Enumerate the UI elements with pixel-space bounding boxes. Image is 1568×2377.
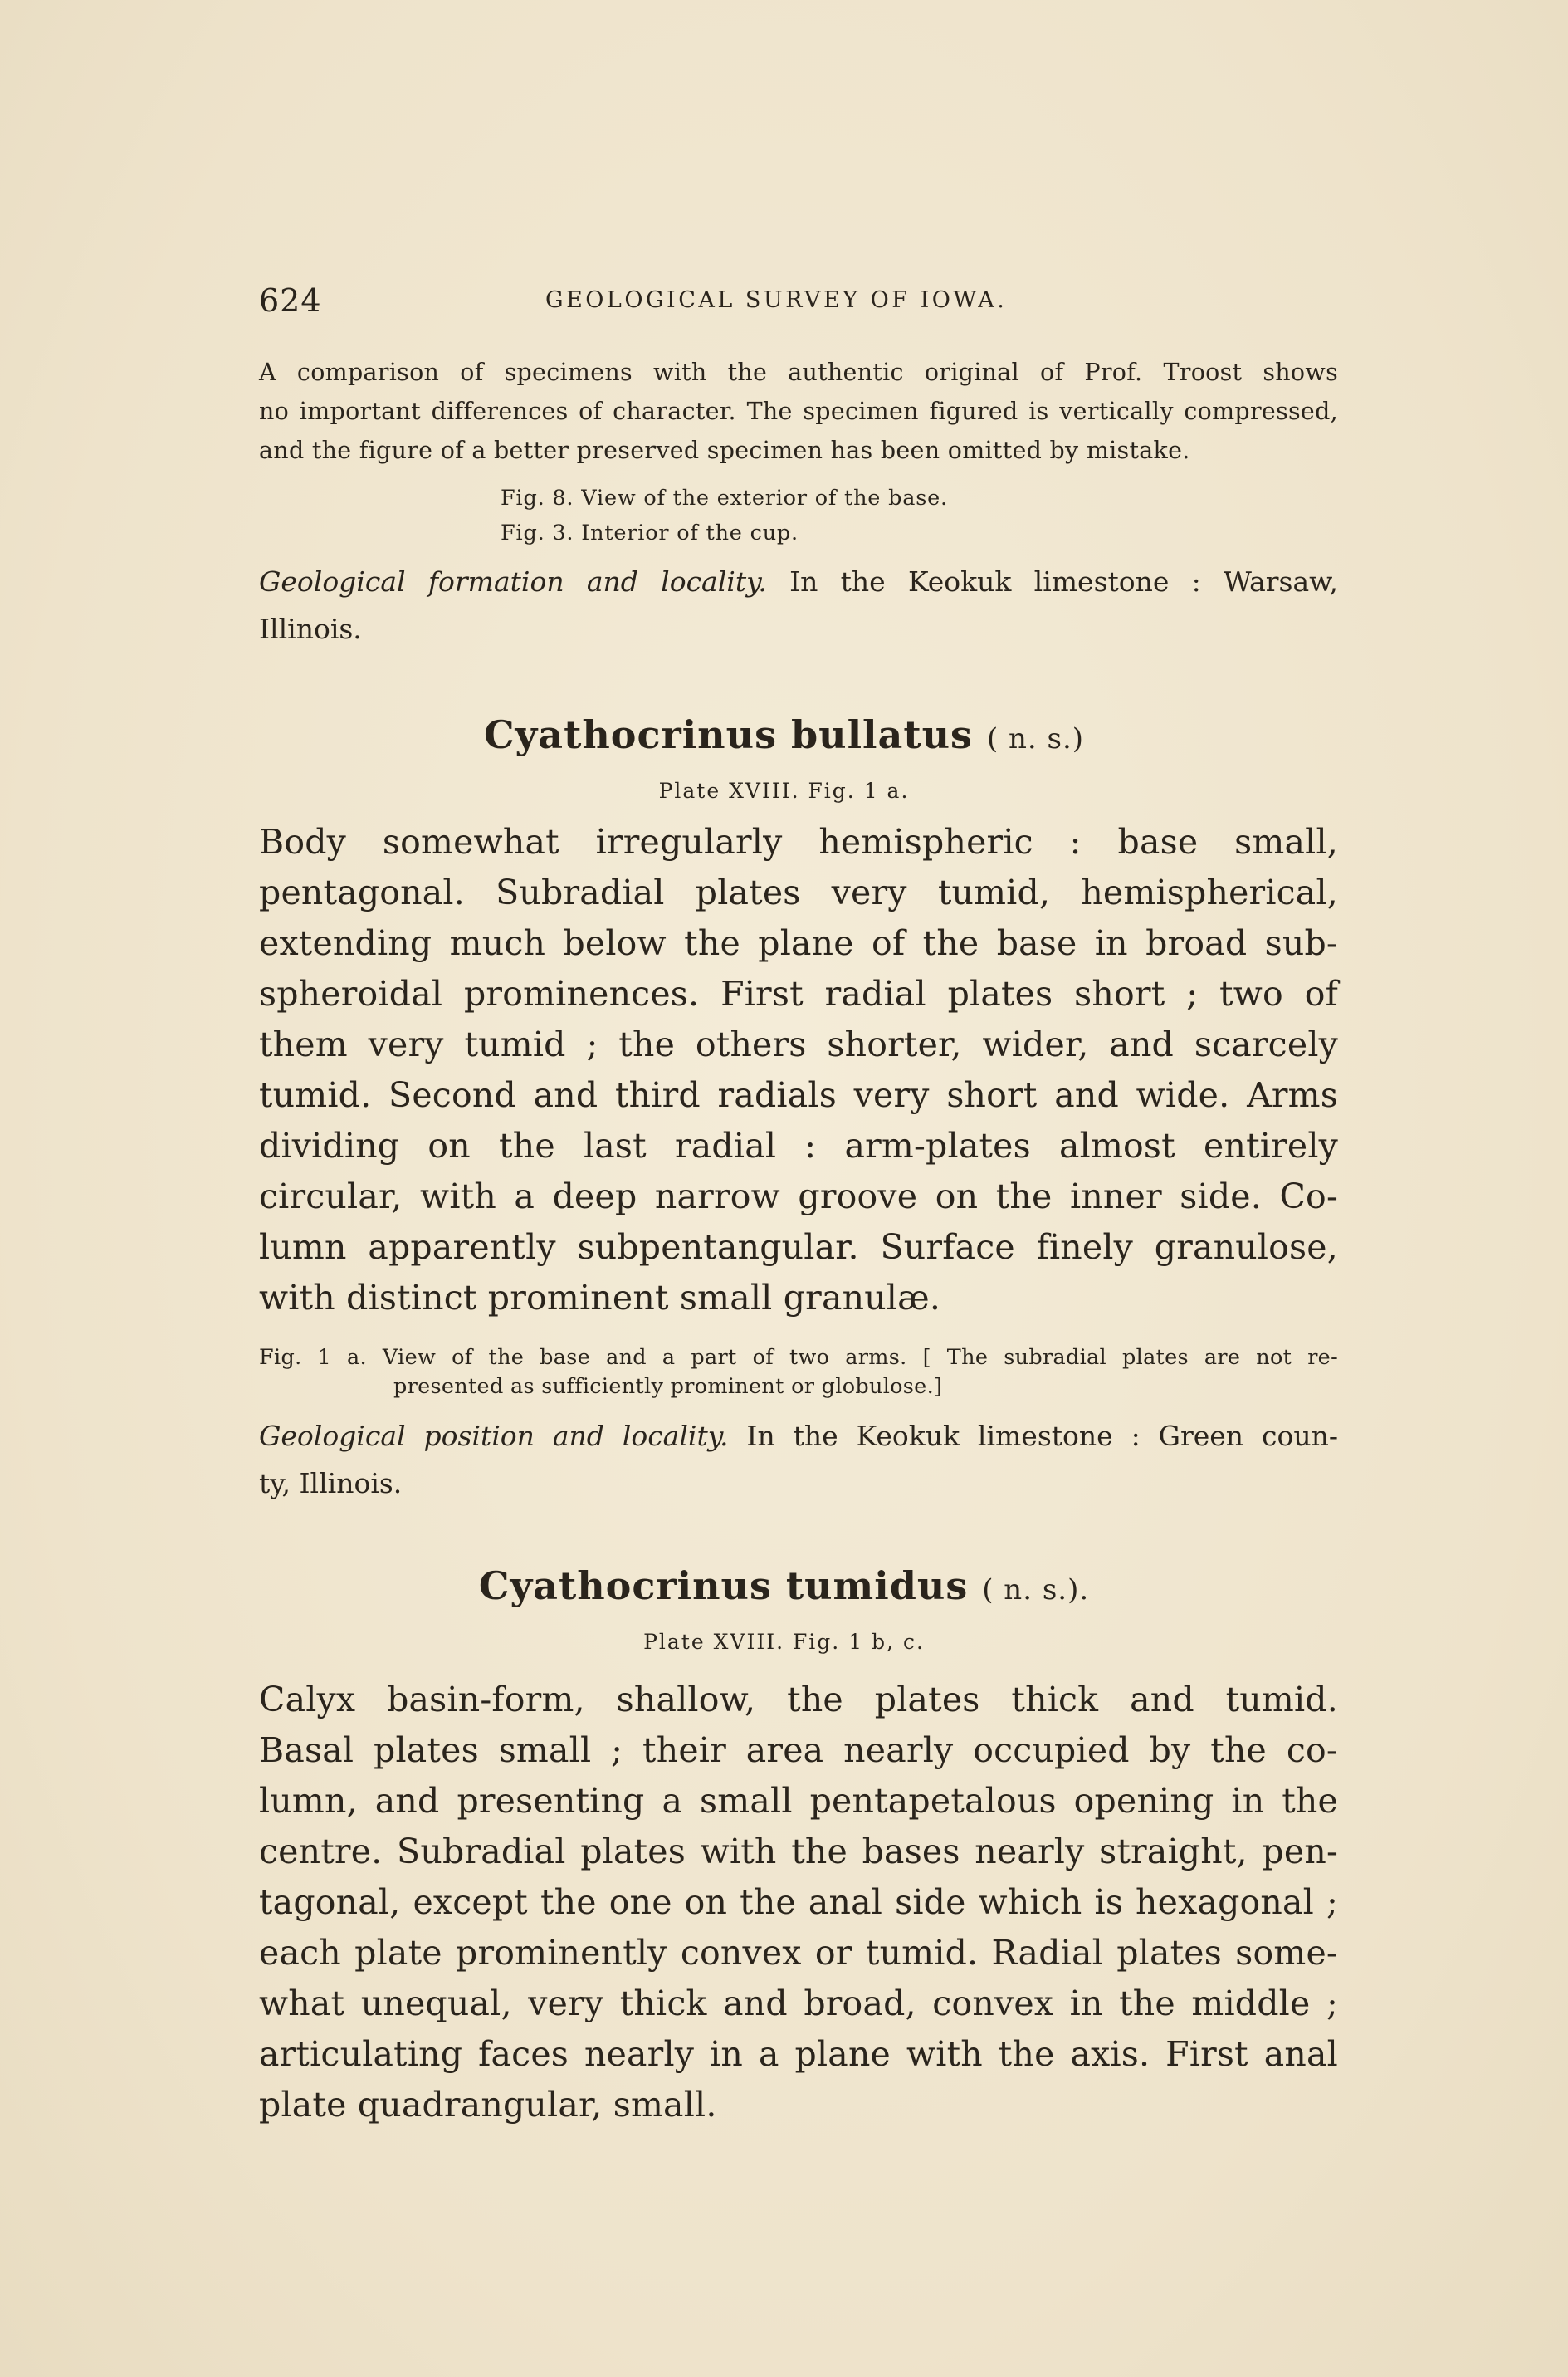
figure-caption-cont: presented as sufficiently prominent or globulose.] — [393, 1374, 943, 1399]
running-head — [259, 282, 1338, 332]
description-line: lumn apparently subpentangular. Surface finely granulose, — [259, 1227, 1338, 1267]
intro-line: A comparison of specimens with the authentic original of Prof. Troost shows — [259, 359, 1338, 386]
plate-reference: Plate XVIII. Fig. 1 a. — [658, 779, 910, 803]
description-line: pentagonal. Subradial plates very tumid, hemispherical, — [259, 873, 1338, 912]
locality-text: In the Keokuk limestone : Warsaw, — [789, 565, 1338, 598]
intro-locality — [259, 565, 1338, 598]
description-line: each plate prominently convex or tumid. Radial plates some- — [259, 1933, 1338, 1973]
species-title — [0, 1563, 1568, 1608]
description-line: dividing on the last radial : arm-plates almost entirely — [259, 1126, 1338, 1166]
intro-line: no important differences of character. The specimen figured is vertically compressed, — [259, 398, 1338, 425]
description-line: articulating faces nearly in a plane with the axis. First anal — [259, 2034, 1338, 2074]
description-line: Body somewhat irregularly hemispheric : base small, — [259, 822, 1338, 862]
plate-reference: Plate XVIII. Fig. 1 b, c. — [643, 1630, 925, 1654]
locality-label: Geological position and locality. — [259, 1420, 729, 1452]
species-title — [0, 712, 1568, 757]
description-line: them very tumid ; the others shorter, wider, and scarcely — [259, 1025, 1338, 1064]
description-line: extending much below the plane of the base in broad sub- — [259, 923, 1338, 963]
species-locality-cont: ty, Illinois. — [259, 1467, 403, 1499]
figure-note: Fig. 8. View of the exterior of the base. — [501, 486, 948, 511]
description-line: Basal plates small ; their area nearly occupied by the co- — [259, 1730, 1338, 1770]
species-locality — [259, 1420, 1338, 1452]
description-line: tagonal, except the one on the anal side which is hexagonal ; — [259, 1882, 1338, 1922]
page-number: 624 — [259, 282, 322, 319]
description-line: spheroidal prominences. First radial plates short ; two of — [259, 974, 1338, 1014]
description-line: tumid. Second and third radials very short and wide. Arms — [259, 1075, 1338, 1115]
species-name: Cyathocrinus tumidus — [478, 1563, 969, 1608]
description-line: plate quadrangular, small. — [259, 2085, 717, 2125]
description-line: lumn, and presenting a small pentapetalous opening in the — [259, 1781, 1338, 1821]
locality-text: In the Keokuk limestone : Green coun- — [746, 1420, 1338, 1452]
figure-note: Fig. 3. Interior of the cup. — [501, 521, 799, 545]
species-name: Cyathocrinus bullatus — [483, 712, 973, 757]
journal-title: GEOLOGICAL SURVEY OF IOWA. — [545, 287, 1008, 313]
description-line: circular, with a deep narrow groove on the inner side. Co- — [259, 1176, 1338, 1216]
description-line: centre. Subradial plates with the bases nearly straight, pen- — [259, 1832, 1338, 1871]
description-line: Calyx basin-form, shallow, the plates thick and tumid. — [259, 1680, 1338, 1719]
description-line: what unequal, very thick and broad, convex in the middle ; — [259, 1983, 1338, 2023]
intro-locality-cont: Illinois. — [259, 613, 362, 645]
species-note: ( n. s.) — [986, 722, 1085, 756]
intro-line: and the figure of a better preserved specimen has been omitted by mistake. — [259, 437, 1190, 464]
locality-label: Geological formation and locality. — [259, 565, 767, 598]
figure-caption: Fig. 1 a. View of the base and a part of two arms. [ The subradial plates are not re- — [259, 1345, 1338, 1370]
description-line: with distinct prominent small granulæ. — [259, 1278, 941, 1318]
species-note: ( n. s.). — [982, 1573, 1090, 1607]
